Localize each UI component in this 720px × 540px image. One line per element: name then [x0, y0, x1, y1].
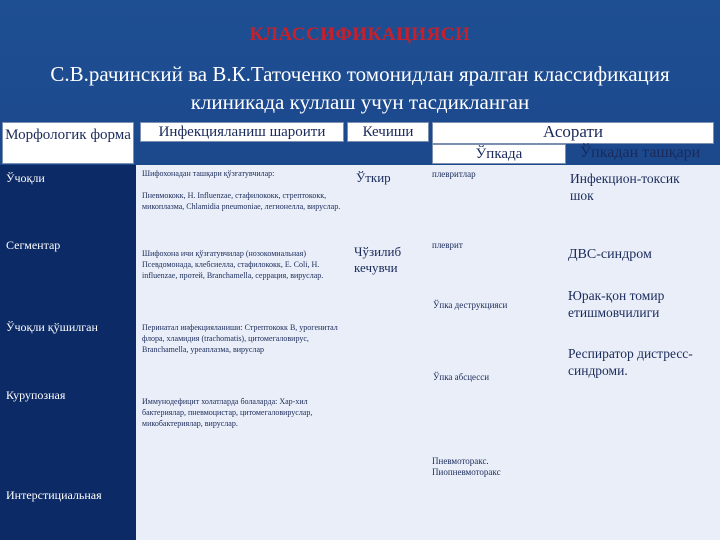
header-out-lung: Ўпкадан ташқари: [579, 144, 701, 161]
header-course: Кечиши: [347, 122, 429, 142]
morphological-column: [0, 165, 136, 540]
course-protracted: Чўзилиб кечувчи: [354, 244, 402, 275]
form-focal-confluent: Ўчоқли қўшилган: [6, 320, 98, 334]
complication-abscess: Ўпка абсцесси: [433, 372, 490, 382]
form-focal: Ўчоқли: [6, 171, 45, 185]
complication-pneumothorax: Пневмоторакс. Пиопневмоторакс: [432, 456, 501, 477]
course-acute: Ўткир: [356, 170, 391, 185]
complication-heart-failure: Юрак-қон томир етишмовчилиги: [568, 288, 665, 320]
condition-community-detail: Пневмококк, H. Influenzae, стафилококк, стрептококк, микоплазма, Chlamidia pneumoniae, легионелла, вируслар.: [142, 191, 341, 211]
complication-pleurisy: плеврит: [432, 240, 463, 250]
header-form: Морфологик форма: [2, 122, 134, 164]
condition-hospital: Шифохона ичи қўзғатувчилар (нозокомиальная) Псевдомонада, клебсиелла, стафилококк, E. Coli, H. influenzae, протей, Branchamella, серрация, вируслар.: [142, 249, 324, 280]
condition-community: Шифохонадан ташқари қўзғатувчилар:: [142, 169, 275, 178]
complication-respiratory-distress: Респиратор дистресс-синдроми.: [568, 346, 693, 378]
header-in-lung: Ўпкада: [432, 144, 566, 164]
complication-dic-syndrome: ДВС-синдром: [568, 247, 652, 262]
header-complications: Асорати: [432, 122, 714, 144]
form-interstitial: Интерстициальная: [6, 488, 102, 502]
complication-destruction: Ўпка деструкцияси: [433, 300, 508, 310]
header-conditions: Инфекцияланиш шароити: [140, 122, 344, 142]
complication-pleurisies: плевритлар: [432, 169, 476, 179]
form-segmental: Сегментар: [6, 238, 61, 252]
condition-immunodeficiency: Иммунодефицит холатларда болаларда: Хар-хил бактериялар, пневмоцистар, цитомегаловируслар, микобактериялар, вируслар.: [142, 397, 313, 428]
condition-perinatal: Перинатал инфекцияланиши: Стрептококк B, урогенитал флора, хламидия (trachomatis), цитомегаловирус, Branchamella, уреаплазма, вируслар: [142, 323, 338, 354]
slide-subtitle: С.В.рачинский ва В.К.Таточенко томонидлан яралган классификация клиникада куллаш учун тасдикланган: [50, 62, 670, 114]
slide-title: КЛАССИФИКАЦИЯСИ: [249, 24, 471, 45]
form-croupous: Курупозная: [6, 388, 66, 402]
complication-toxic-shock: Инфекцион-токсик шок: [570, 171, 680, 203]
